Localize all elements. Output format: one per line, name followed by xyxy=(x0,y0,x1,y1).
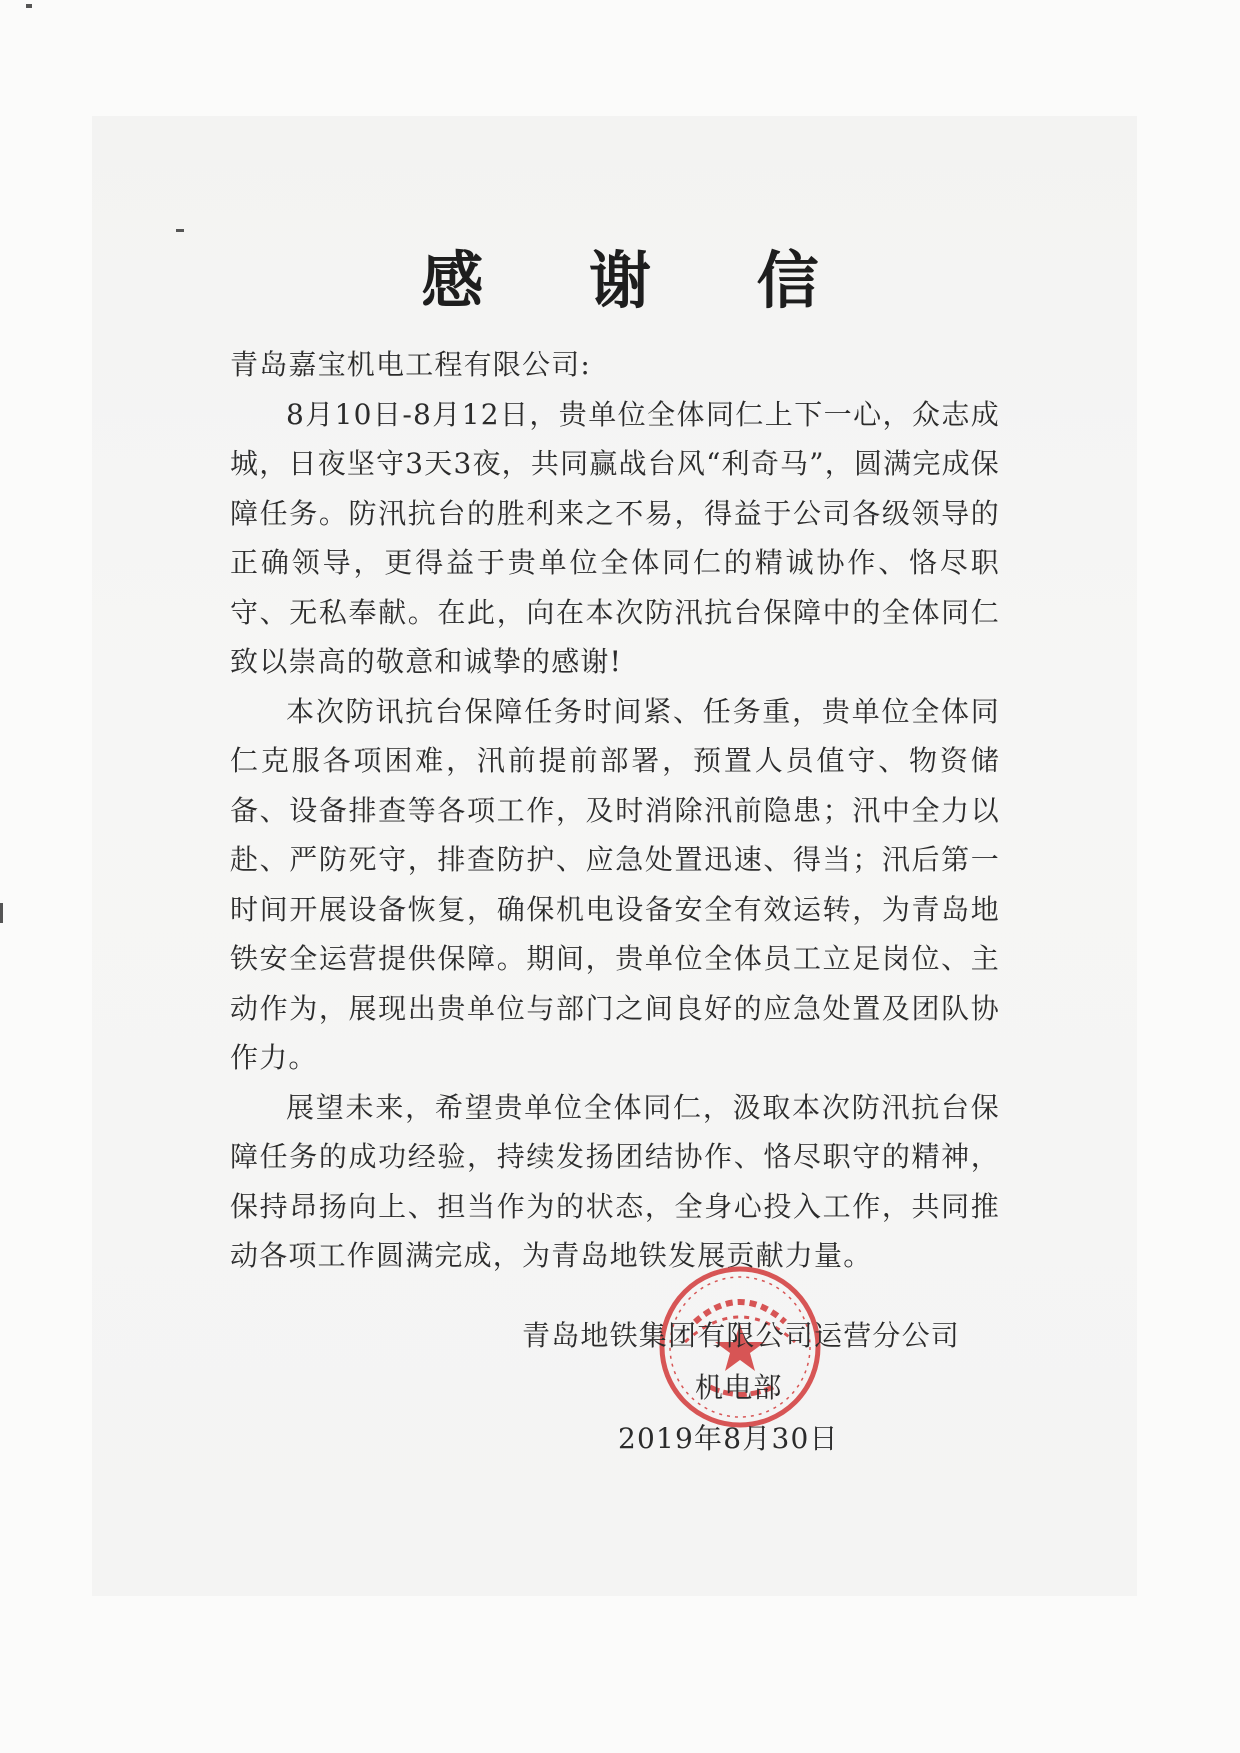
signature-date: 2019年8月30日 xyxy=(618,1422,839,1455)
letter-paragraph-1: 8月10日-8月12日，贵单位全体同仁上下一心，众志成城，日夜坚守3天3夜，共同赢战台风“利奇马”，圆满完成保障任务。防汛抗台的胜利来之不易，得益于公司各级领导的正确领导，更得益于贵单位全体同仁的精诚协作、恪尽职守、无私奉献。在此，向在本次防汛抗台保障中的全体同仁致以崇高的敬意和诚挚的感谢! xyxy=(230,397,1000,678)
signature-organization: 青岛地铁集团有限公司运营分公司 xyxy=(522,1319,961,1352)
letter-title: 感 谢 信 xyxy=(421,243,861,317)
letter-body xyxy=(230,340,1000,1281)
scan-speck-left xyxy=(176,229,184,232)
letter-salutation: 青岛嘉宝机电工程有限公司: xyxy=(230,348,592,381)
signature-department: 机电部 xyxy=(695,1371,783,1404)
letter-paragraph-2: 本次防讯抗台保障任务时间紧、任务重，贵单位全体同仁克服各项困难，汛前提前部署，预置人员值守、物资储备、设备排查等各项工作，及时消除汛前隐患；汛中全力以赴、严防死守，排查防护、应急处置迅速、得当；汛后第一时间开展设备恢复，确保机电设备安全有效运转，为青岛地铁安全运营提供保障。期间，贵单位全体员工立足岗位、主动作为，展现出贵单位与部门之间良好的应急处置及团队协作力。 xyxy=(230,694,1000,1074)
letter-paragraph-3: 展望未来，希望贵单位全体同仁，汲取本次防汛抗台保障任务的成功经验，持续发扬团结协作、恪尽职守的精神，保持昂扬向上、担当作为的状态，全身心投入工作，共同推动各项工作圆满完成，为青岛地铁发展贡献力量。 xyxy=(230,1090,1000,1272)
scan-edge-left xyxy=(0,903,3,923)
scan-speck-top xyxy=(26,4,32,8)
